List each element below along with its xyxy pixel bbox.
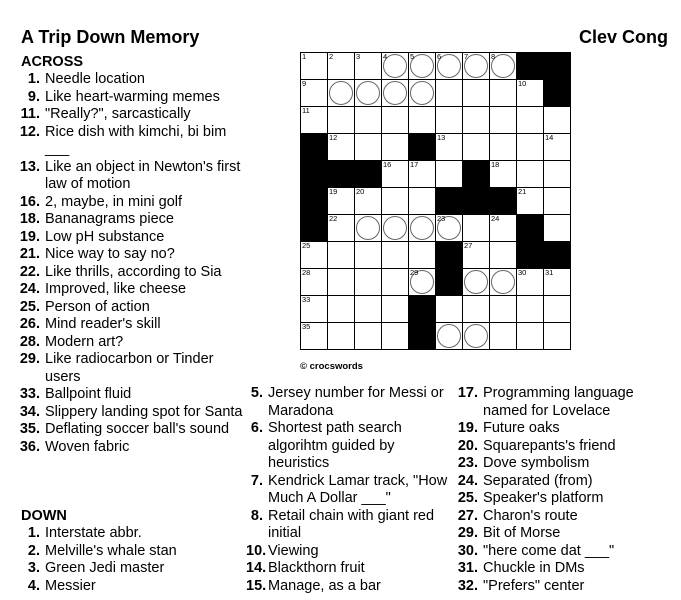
grid-cell[interactable] [489, 268, 517, 296]
clue-text: Future oaks [483, 420, 560, 436]
grid-cell[interactable] [462, 52, 490, 80]
clue-item[interactable] [18, 229, 243, 247]
clue-item[interactable] [18, 246, 243, 264]
clue-number: 12. [19, 123, 40, 140]
grid-cell[interactable] [408, 187, 436, 215]
cell-number: 3 [356, 52, 361, 61]
circle-marker [383, 81, 407, 105]
grid-cell[interactable] [300, 241, 328, 269]
cell-number: 2 [329, 52, 334, 61]
circle-marker [410, 216, 434, 240]
clue-text: Melville's whale stan [45, 542, 177, 559]
clue-item[interactable] [18, 404, 243, 422]
grid-cell[interactable] [354, 133, 382, 161]
grid-block [408, 322, 436, 350]
clue-item[interactable] [456, 490, 678, 508]
grid-cell[interactable] [354, 106, 382, 134]
clue-number: 19. [19, 228, 40, 245]
grid-block [354, 160, 382, 188]
grid-cell[interactable] [543, 160, 571, 188]
grid-cell[interactable] [543, 322, 571, 350]
grid-cell[interactable] [435, 106, 463, 134]
clue-text: Jersey number for Messi or Maradona [268, 385, 444, 419]
down-clue-list-3 [456, 385, 678, 595]
clue-number: 13. [19, 158, 40, 175]
grid-cell[interactable] [516, 295, 544, 323]
grid-cell[interactable] [408, 106, 436, 134]
cell-number: 22 [329, 214, 338, 223]
clue-text: Bananagrams piece [45, 211, 174, 227]
clue-item[interactable] [456, 420, 678, 438]
grid-cell[interactable] [354, 79, 382, 107]
grid-cell[interactable] [408, 160, 436, 188]
clue-item[interactable] [18, 281, 243, 299]
grid-cell[interactable] [300, 268, 328, 296]
clue-item[interactable] [246, 473, 451, 508]
grid-cell[interactable] [516, 187, 544, 215]
clue-number: 11. [20, 106, 40, 122]
grid-cell[interactable] [381, 52, 409, 80]
grid-cell[interactable] [516, 322, 544, 350]
circle-marker [464, 324, 488, 348]
down-clue-list-1 [18, 525, 243, 595]
clue-number: 1. [27, 525, 40, 541]
grid-block [408, 295, 436, 323]
clue-text: Messier [45, 577, 96, 594]
grid-cell[interactable] [543, 187, 571, 215]
clue-item[interactable] [18, 560, 243, 578]
clue-number: 30. [457, 542, 478, 559]
clue-number: 18. [19, 211, 40, 227]
clue-item[interactable] [18, 159, 243, 194]
grid-block [543, 52, 571, 80]
grid-cell[interactable] [381, 214, 409, 242]
grid-block [516, 241, 544, 269]
grid-cell[interactable] [327, 106, 355, 134]
clue-text: Separated (from) [483, 472, 593, 489]
clue-text: Low pH substance [45, 228, 165, 245]
clue-text: Programming language named for Lovelace [483, 385, 634, 419]
clue-text: 2, maybe, in mini golf [45, 193, 183, 210]
grid-cell[interactable] [408, 52, 436, 80]
clue-item[interactable] [246, 578, 451, 596]
grid-cell[interactable] [381, 268, 409, 296]
clue-item[interactable] [246, 508, 451, 543]
grid-block [543, 241, 571, 269]
clue-text: Woven fabric [45, 438, 130, 455]
grid-cell[interactable] [435, 160, 463, 188]
grid-cell[interactable] [300, 106, 328, 134]
grid-cell[interactable] [381, 79, 409, 107]
clue-text: Nice way to say no? [45, 246, 175, 262]
clue-text: Green Jedi master [45, 560, 165, 576]
grid-block [300, 133, 328, 161]
grid-cell[interactable] [300, 52, 328, 80]
grid-cell[interactable] [408, 79, 436, 107]
cell-number: 25 [302, 241, 311, 250]
grid-cell[interactable] [327, 322, 355, 350]
clue-text: Rice dish with kimchi, bi bim ___ [45, 123, 227, 157]
clue-number: 5. [250, 385, 263, 401]
grid-cell[interactable] [435, 133, 463, 161]
grid-cell[interactable] [381, 106, 409, 134]
grid-cell[interactable] [354, 241, 382, 269]
grid-cell[interactable] [462, 79, 490, 107]
grid-block [462, 160, 490, 188]
cell-number: 35 [302, 322, 311, 331]
clue-number: 21. [19, 246, 40, 262]
clue-text: Like an object in Newton's first law of motion [45, 158, 241, 192]
grid-cell[interactable] [354, 187, 382, 215]
cell-number: 29 [410, 268, 419, 277]
clue-text: Ballpoint fluid [45, 386, 132, 402]
cell-number: 7 [464, 52, 469, 61]
clue-item[interactable] [18, 543, 243, 561]
clue-item[interactable] [18, 194, 243, 212]
grid-cell[interactable] [489, 295, 517, 323]
clue-number: 24. [457, 472, 478, 489]
clue-item[interactable] [18, 89, 243, 107]
cell-number: 14 [545, 133, 554, 142]
grid-cell[interactable] [381, 133, 409, 161]
clue-item[interactable] [246, 420, 451, 473]
grid-block [327, 160, 355, 188]
clue-text: Like heart-warming memes [45, 88, 220, 105]
clue-number: 26. [19, 316, 40, 332]
grid-block [300, 214, 328, 242]
grid-block [435, 268, 463, 296]
cell-number: 30 [518, 268, 527, 277]
circle-marker [356, 216, 380, 240]
grid-cell[interactable] [300, 295, 328, 323]
clue-text: Squarepants's friend [483, 437, 616, 454]
clue-item[interactable] [18, 421, 243, 439]
grid-cell[interactable] [543, 295, 571, 323]
clue-text: Charon's route [483, 507, 578, 524]
grid-block [300, 160, 328, 188]
clue-number: 6. [250, 420, 263, 436]
grid-block [489, 187, 517, 215]
clue-item[interactable] [246, 543, 451, 561]
grid-cell[interactable] [462, 106, 490, 134]
clue-text: Like thrills, according to Sia [45, 263, 222, 280]
clue-number: 35. [19, 421, 40, 437]
down-clue-list-2 [246, 385, 451, 595]
grid-cell[interactable] [354, 268, 382, 296]
cell-number: 23 [437, 214, 446, 223]
grid-block [300, 187, 328, 215]
cell-number: 8 [491, 52, 496, 61]
cell-number: 31 [545, 268, 554, 277]
clue-text: Deflating soccer ball's sound [45, 421, 230, 437]
cell-number: 10 [518, 79, 527, 88]
clue-text: "here come dat ___" [483, 542, 615, 559]
clue-number: 7. [250, 472, 263, 489]
grid-block [543, 79, 571, 107]
grid-cell[interactable] [489, 322, 517, 350]
clue-number: 1. [27, 71, 40, 87]
circle-marker [491, 270, 515, 294]
clue-item[interactable] [456, 560, 678, 578]
clue-number: 4. [27, 577, 40, 594]
clue-number: 25. [19, 298, 40, 315]
clue-item[interactable] [18, 124, 243, 159]
clue-text: Bit of Morse [483, 525, 561, 541]
across-heading: ACROSS [21, 54, 84, 70]
cell-number: 17 [410, 160, 419, 169]
clue-number: 23. [457, 455, 478, 471]
cell-number: 9 [302, 79, 307, 88]
clue-text: Retail chain with giant red initial [268, 507, 435, 541]
clue-number: 28. [19, 333, 40, 350]
clue-number: 16. [19, 193, 40, 210]
grid-cell[interactable] [435, 295, 463, 323]
clue-number: 3. [27, 560, 40, 576]
clue-number: 14. [246, 560, 267, 576]
grid-cell[interactable] [381, 187, 409, 215]
grid-cell[interactable] [516, 268, 544, 296]
clue-item[interactable] [18, 211, 243, 229]
grid-cell[interactable] [489, 52, 517, 80]
grid-cell[interactable] [435, 52, 463, 80]
clue-text: Viewing [268, 542, 319, 559]
grid-cell[interactable] [300, 322, 328, 350]
puzzle-title: A Trip Down Memory [21, 27, 200, 47]
grid-cell[interactable] [462, 322, 490, 350]
clue-number: 24. [19, 281, 40, 297]
grid-cell[interactable] [543, 133, 571, 161]
grid-cell[interactable] [516, 79, 544, 107]
grid-cell[interactable] [543, 214, 571, 242]
clue-text: "Prefers" center [483, 577, 585, 594]
grid-block [516, 52, 544, 80]
grid-cell[interactable] [381, 160, 409, 188]
clue-text: Interstate abbr. [45, 525, 142, 541]
across-clue-list [18, 71, 243, 456]
grid-cell[interactable] [327, 241, 355, 269]
circle-marker [410, 81, 434, 105]
grid-cell[interactable] [327, 214, 355, 242]
clue-item[interactable] [456, 385, 678, 420]
clue-item[interactable] [18, 106, 243, 124]
clue-item[interactable] [18, 386, 243, 404]
clue-text: Slippery landing spot for Santa [45, 403, 243, 420]
clue-text: Shortest path search algorihtm guided by heuristics [268, 420, 402, 471]
clue-number: 29. [19, 351, 40, 367]
puzzle-author: Clev Cong [578, 27, 668, 47]
clue-text: Manage, as a bar [268, 577, 381, 594]
grid-cell[interactable] [408, 214, 436, 242]
cell-number: 4 [383, 52, 388, 61]
cell-number: 16 [383, 160, 392, 169]
clue-item[interactable] [18, 578, 243, 596]
grid-cell[interactable] [489, 160, 517, 188]
clue-text: Needle location [45, 71, 145, 87]
copyright-notice: © crocswords [300, 361, 363, 372]
clue-item[interactable] [456, 543, 678, 561]
cell-number: 20 [356, 187, 365, 196]
cell-number: 21 [518, 187, 527, 196]
cell-number: 1 [302, 52, 307, 61]
circle-marker [356, 81, 380, 105]
clue-text: Like radiocarbon or Tinder users [45, 351, 214, 385]
grid-cell[interactable] [489, 106, 517, 134]
clue-number: 17. [457, 385, 478, 401]
grid-cell[interactable] [489, 241, 517, 269]
grid-block [408, 133, 436, 161]
clue-text: Dove symbolism [483, 455, 590, 471]
clue-item[interactable] [18, 525, 243, 543]
grid-cell[interactable] [435, 214, 463, 242]
grid-cell[interactable] [516, 106, 544, 134]
grid-cell[interactable] [354, 214, 382, 242]
grid-cell[interactable] [516, 160, 544, 188]
cell-number: 11 [302, 106, 310, 115]
grid-cell[interactable] [408, 268, 436, 296]
clue-text: Modern art? [45, 333, 124, 350]
clue-number: 22. [19, 263, 40, 280]
clue-item[interactable] [18, 351, 243, 386]
grid-cell[interactable] [300, 79, 328, 107]
clue-number: 15. [246, 577, 267, 594]
clue-number: 29. [457, 525, 478, 541]
clue-item[interactable] [246, 560, 451, 578]
grid-cell[interactable] [327, 79, 355, 107]
grid-block [462, 187, 490, 215]
grid-cell[interactable] [327, 295, 355, 323]
clue-number: 25. [457, 490, 478, 506]
cell-number: 13 [437, 133, 446, 142]
clue-text: Speaker's platform [483, 490, 604, 506]
clue-number: 32. [457, 577, 478, 594]
grid-cell[interactable] [354, 295, 382, 323]
clue-item[interactable] [18, 316, 243, 334]
grid-cell[interactable] [381, 241, 409, 269]
grid-cell[interactable] [381, 295, 409, 323]
grid-cell[interactable] [354, 52, 382, 80]
cell-number: 19 [329, 187, 338, 196]
clue-text: Improved, like cheese [45, 281, 187, 297]
cell-number: 28 [302, 268, 311, 277]
grid-cell[interactable] [327, 268, 355, 296]
grid-cell[interactable] [327, 52, 355, 80]
clue-number: 19. [457, 420, 478, 436]
grid-cell[interactable] [435, 79, 463, 107]
grid-cell[interactable] [462, 241, 490, 269]
grid-cell[interactable] [516, 133, 544, 161]
cell-number: 6 [437, 52, 442, 61]
grid-cell[interactable] [354, 322, 382, 350]
clue-item[interactable] [18, 71, 243, 89]
grid-cell[interactable] [543, 268, 571, 296]
down-heading: DOWN [21, 508, 67, 524]
grid-cell[interactable] [381, 322, 409, 350]
circle-marker [383, 216, 407, 240]
clue-text: Person of action [45, 298, 150, 315]
clue-item[interactable] [456, 438, 678, 456]
clue-number: 10. [246, 542, 267, 559]
grid-cell[interactable] [462, 295, 490, 323]
clue-number: 8. [250, 507, 263, 524]
clue-item[interactable] [456, 473, 678, 491]
clue-item[interactable] [456, 578, 678, 596]
grid-block [435, 241, 463, 269]
grid-cell[interactable] [327, 133, 355, 161]
clue-item[interactable] [18, 334, 243, 352]
clue-item[interactable] [18, 264, 243, 282]
clue-item[interactable] [246, 385, 451, 420]
grid-cell[interactable] [489, 214, 517, 242]
clue-item[interactable] [18, 299, 243, 317]
cell-number: 18 [491, 160, 500, 169]
grid-cell[interactable] [462, 133, 490, 161]
circle-marker [329, 81, 353, 105]
clue-text: Mind reader's skill [45, 316, 161, 332]
cell-number: 12 [329, 133, 338, 142]
clue-item[interactable] [456, 525, 678, 543]
circle-marker [437, 324, 461, 348]
cell-number: 24 [491, 214, 500, 223]
clue-number: 27. [457, 507, 478, 524]
grid-cell[interactable] [489, 79, 517, 107]
cell-number: 33 [302, 295, 311, 304]
cell-number: 27 [464, 241, 473, 250]
grid-cell[interactable] [462, 214, 490, 242]
grid-block [516, 214, 544, 242]
clue-text: Kendrick Lamar track, "How Much A Dollar ___" [268, 472, 448, 506]
grid-cell[interactable] [489, 133, 517, 161]
grid-cell[interactable] [543, 106, 571, 134]
clue-number: 20. [457, 437, 478, 454]
grid-cell[interactable] [408, 241, 436, 269]
clue-number: 34. [19, 403, 40, 420]
clue-number: 2. [27, 542, 40, 559]
clue-item[interactable] [456, 508, 678, 526]
grid-cell[interactable] [435, 322, 463, 350]
grid-cell[interactable] [462, 268, 490, 296]
clue-number: 31. [457, 560, 478, 576]
crossword-grid [300, 52, 571, 350]
clue-number: 9. [27, 88, 40, 105]
clue-item[interactable] [456, 455, 678, 473]
cell-number: 5 [410, 52, 415, 61]
circle-marker [464, 270, 488, 294]
clue-text: "Really?", sarcastically [45, 106, 191, 122]
grid-cell[interactable] [327, 187, 355, 215]
clue-number: 33. [19, 386, 40, 402]
clue-item[interactable] [18, 439, 243, 457]
clue-text: Blackthorn fruit [268, 560, 365, 576]
clue-text: Chuckle in DMs [483, 560, 585, 576]
grid-block [435, 187, 463, 215]
clue-number: 36. [19, 438, 40, 455]
